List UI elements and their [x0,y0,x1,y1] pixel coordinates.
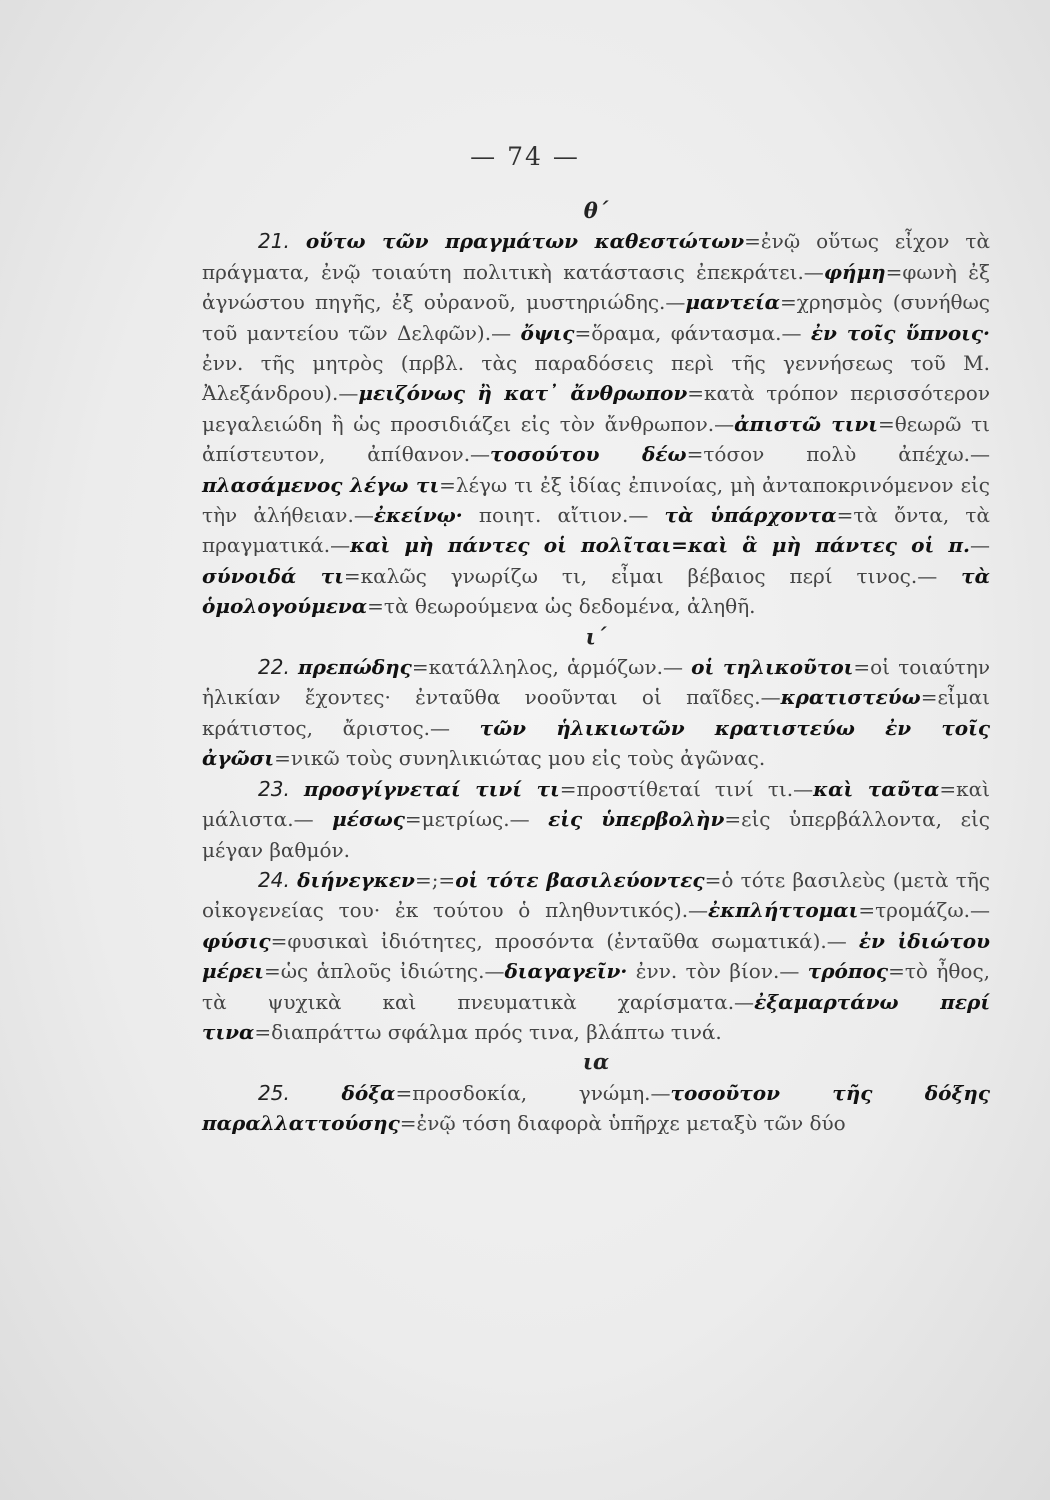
note-number: 23. [258,776,290,801]
section-marker: ι΄ [585,623,607,649]
lemma-term: ἐν τοῖς ὕπνοις· [810,320,990,345]
gloss-text: ἐνν. τῆς μητρὸς (πρβλ. τὰς παραδόσεις περὶ τῆς γεννήσεως τοῦ Μ. Ἀλεξάνδρου).— [202,351,990,406]
note-number: 24. [258,867,290,892]
lemma-term: κρατιστεύω [780,685,921,710]
lemma-term: προσγίγνεταί τινί τι [303,776,560,801]
lemma-term: οὕτω τῶν πραγμάτων καθεστώτων [305,229,745,254]
lemma-term: καὶ μὴ πάντες οἱ πολῖται=καὶ ἃ μὴ πάντες οἱ π. [350,533,970,558]
gloss-text: =ἐνῷ οὕτως εἶχον τὰ πράγματα, ἐνῷ τοιαύτη πολιτικὴ κατάστασις ἐπεκράτει.— [202,229,990,284]
gloss-text: =καλῶς γνωρίζω τι, εἶμαι βέβαιος περί τινος.— [343,563,962,588]
gloss-text: =θεωρῶ τι ἀπίστευτον, ἀπίθανον.— [202,411,990,467]
lemma-term: ἐξαμαρτάνω περί τινα [202,989,991,1044]
gloss-text: =προσδοκία, γνώμη.— [395,1080,671,1105]
section-marker: ια [582,1049,610,1075]
note-entry [202,226,990,621]
gloss-text: =εἰς ὑπερβάλλοντα, εἰς μέγαν βαθμόν. [202,807,990,862]
gloss-text: =χρησμὸς (συνήθως τοῦ μαντείου τῶν Δελφῶν).— [202,290,990,345]
lemma-term: μαντεία [685,290,781,315]
gloss-text: ποιητ. αἴτιον.— [462,503,665,528]
note-number: 25. [258,1080,290,1105]
lemma-term: διήνεγκεν [297,867,415,892]
lemma-term: τὰ ὁμολογούμενα [202,563,990,619]
lemma-term: τοσούτου δέω [490,442,687,467]
section-marker: θ΄ [583,198,609,223]
lemma-term: ἀπιστῶ τινι [734,411,878,436]
note-number: 21. [258,229,290,254]
lemma-term: σύνοιδά τι [202,563,344,588]
lemma-term: ἐκείνῳ· [373,503,463,528]
lemma-term: ὄψις [520,320,575,345]
gloss-text: =εἶμαι κράτιστος, ἄριστος.— [202,685,990,740]
gloss-text: =κατὰ τρόπον περισσότερον μεγαλειώδη ἢ ὡς προσιδιάζει εἰς τὸν ἄνθρωπον.— [202,381,990,436]
lemma-term: πρεπώδης [298,655,412,680]
lemma-term: ἐκπλήττομαι [708,898,859,923]
note-entry [202,1078,990,1139]
gloss-text: =καὶ μάλιστα.— [202,776,991,832]
gloss-text: — [970,533,990,558]
note-entry [202,652,990,774]
gloss-text: ἐνν. τὸν βίον.— [627,959,808,984]
lemma-term: εἰς ὑπερβολὴν [548,807,725,832]
lemma-term: πλασάμενος λέγω τι [202,472,440,497]
gloss-text: =διαπράττω σφάλμα πρός τινα, βλάπτω τινά. [254,1019,722,1044]
lemma-term: τῶν ἡλικιωτῶν κρατιστεύω ἐν τοῖς ἀγῶσι [202,715,991,771]
lemma-term: τρόπος [807,959,889,984]
gloss-text: =τόσον πολὺ ἀπέχω.— [686,442,990,467]
lemma-term: φήμη [823,259,886,284]
gloss-text: =κατάλληλος, ἁρμόζων.— [411,655,692,680]
lemma-term: καὶ ταῦτα [813,776,940,801]
gloss-text: =;= [414,867,456,892]
gloss-text: =λέγω τι ἐξ ἰδίας ἐπινοίας, μὴ ἀνταποκρινόμενον εἰς τὴν ἀλήθειαν.— [202,472,990,528]
lemma-term: οἱ τότε βασιλεύοντες [455,867,705,892]
gloss-text: =νικῶ τοὺς συνηλικιώτας μου εἰς τοὺς ἀγῶνας. [274,746,766,771]
gloss-text: =φυσικαὶ ἰδιότητες, προσόντα (ἐνταῦθα σωματικά).— [270,928,859,953]
note-entry [202,865,990,1047]
gloss-text: =τὸ ἦθος, τὰ ψυχικὰ καὶ πνευματικὰ χαρίσματα.— [202,959,990,1014]
gloss-text: =τὰ θεωρούμενα ὡς δεδομένα, ἀληθῆ. [367,594,756,619]
lemma-term: τὰ ὑπάρχοντα [664,503,837,528]
commentary-text [202,196,990,1139]
gloss-text: =ὁ τότε βασιλεὺς (μετὰ τῆς οἰκογενείας του· ἐκ τούτου ὁ πληθυντικός).— [202,867,991,923]
lemma-term: διαγαγεῖν· [504,959,628,984]
page-number: — 74 — [470,142,580,171]
note-number: 22. [258,655,290,680]
lemma-term: ἐν ἰδιώτου μέρει [202,928,990,984]
gloss-text: =μετρίως.— [404,807,549,832]
gloss-text: =φωνὴ ἐξ ἀγνώστου πηγῆς, ἐξ οὐρανοῦ, μυστηριώδης.— [202,259,990,315]
lemma-term: δόξα [341,1080,396,1105]
gloss-text: =ὡς ἁπλοῦς ἰδιώτης.— [263,959,505,984]
lemma-term: φύσις [202,928,271,953]
gloss-text: =τὰ ὄντα, τὰ πραγματικά.— [202,503,990,558]
lemma-term: τοσοῦτον τῆς δόξης παραλλαττούσης [202,1080,991,1136]
gloss-text: =προστίθεταί τινί τι.— [559,776,814,801]
gloss-text: =ἐνῷ τόση διαφορὰ ὑπῆρχε μεταξὺ τῶν δύο [399,1111,846,1136]
gloss-text: =ὅραμα, φάντασμα.— [574,320,811,345]
lemma-term: μειζόνως ἢ κατ᾽ ἄνθρωπον [358,381,688,406]
lemma-term: μέσως [332,807,405,832]
gloss-text: =οἱ τοιαύτην ἡλικίαν ἔχοντες· ἐνταῦθα νοοῦνται οἱ παῖδες.— [202,655,991,710]
gloss-text: =τρομάζω.— [858,898,990,923]
lemma-term: οἱ τηλικοῦτοι [691,655,854,680]
note-entry [202,774,990,865]
